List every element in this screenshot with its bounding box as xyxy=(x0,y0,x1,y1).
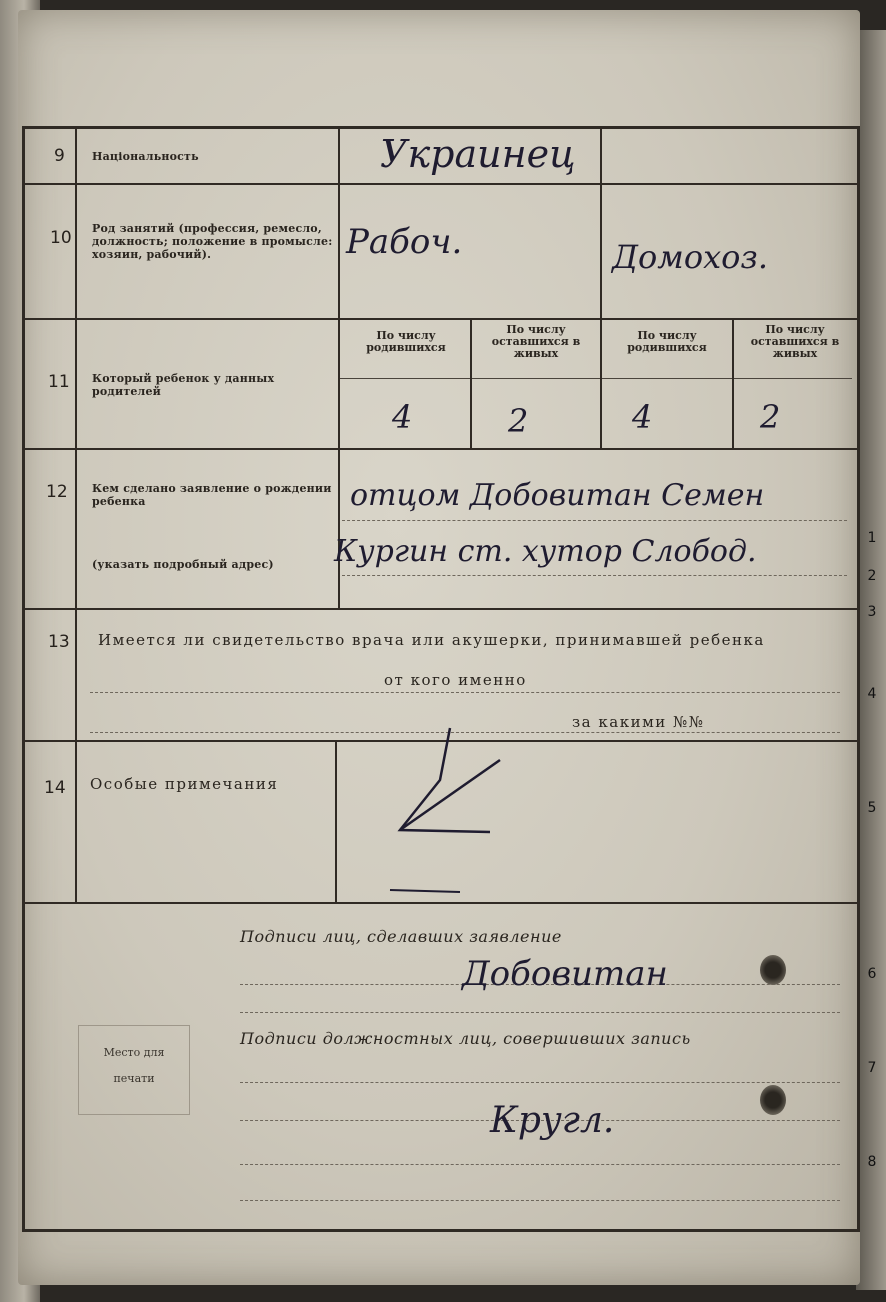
dotted-line xyxy=(240,1012,840,1013)
nationality-value: Украинец xyxy=(380,132,576,176)
officials-signature-caption: Подписи должностных лиц, совершивших запись xyxy=(240,1029,691,1048)
row-divider xyxy=(22,183,858,185)
next-page-number: 7 xyxy=(867,1060,877,1076)
father-alive-header: По числу оставшихся в живых xyxy=(491,323,581,360)
next-page-number: 4 xyxy=(867,686,877,702)
next-page-number: 1 xyxy=(867,530,877,546)
row-number-9: 9 xyxy=(54,146,65,166)
father-born-header: По числу родившихся xyxy=(366,329,446,354)
count-column-divider xyxy=(732,318,734,448)
binding-hole xyxy=(760,1085,786,1115)
dotted-line xyxy=(240,1082,840,1083)
dotted-line xyxy=(90,692,840,693)
row-number-11: 11 xyxy=(48,372,70,392)
declarants-signature-caption: Подписи лиц, сделавших заявление xyxy=(240,927,562,946)
mother-occupation-value: Домохоз. xyxy=(612,238,769,276)
count-column-divider xyxy=(470,318,472,448)
dotted-line xyxy=(342,575,847,576)
mother-alive-header: По числу оставшихся в живых xyxy=(750,323,840,360)
row-number-10: 10 xyxy=(50,228,72,248)
next-page-number: 8 xyxy=(867,1154,877,1170)
dotted-line xyxy=(342,520,847,521)
declarant-label: Кем сделано заявление о рождении ребенка xyxy=(92,482,332,508)
father-born-count: 4 xyxy=(392,398,413,436)
father-occupation-value: Рабоч. xyxy=(346,222,463,262)
next-page-number: 5 xyxy=(867,800,877,816)
stamp-label-line-1: Место для xyxy=(103,1046,165,1059)
binding-hole xyxy=(760,955,786,985)
child-order-label: Который ребенок у данных родителей xyxy=(92,372,275,398)
strike-mark xyxy=(380,720,520,900)
subheader-divider xyxy=(340,378,852,379)
notes-column-divider xyxy=(335,740,337,902)
next-page-number: 3 xyxy=(867,604,877,620)
stamp-placeholder-box xyxy=(78,1025,190,1115)
address-label: (указать подробный адрес) xyxy=(92,558,274,571)
parent-column-divider xyxy=(600,128,602,448)
occupation-label: Род занятий (профессия, ремесло, должность; положение в промысле: хозяин, рабочий). xyxy=(92,222,333,261)
declarant-signature: Добовитан xyxy=(462,954,668,994)
nationality-label: Національность xyxy=(92,150,199,163)
dotted-line xyxy=(240,1200,840,1201)
certificate-label: Имеется ли свидетельство врача или акушерки, принимавшей ребенка xyxy=(98,631,765,649)
certificate-from-label: от кого именно xyxy=(384,671,527,689)
official-signature: Кругл. xyxy=(490,1100,615,1141)
declarant-line-2: Кургин ст. хутор Слобод. xyxy=(334,534,757,569)
number-column-divider xyxy=(75,128,77,902)
special-notes-label: Особые примечания xyxy=(90,775,279,793)
mother-born-count: 4 xyxy=(632,398,653,436)
mother-born-header: По числу родившихся xyxy=(627,329,707,354)
adjacent-page-edge-right xyxy=(856,30,886,1290)
row-divider xyxy=(22,448,858,450)
father-alive-count: 2 xyxy=(508,402,529,440)
next-page-number: 2 xyxy=(867,568,877,584)
row-divider xyxy=(22,608,858,610)
mother-alive-count: 2 xyxy=(760,398,781,436)
row-number-14: 14 xyxy=(44,778,66,798)
next-page-number: 6 xyxy=(867,966,877,982)
certificate-number-label: за какими №№ xyxy=(572,713,705,731)
row-divider xyxy=(22,902,858,904)
stamp-label-line-2: печати xyxy=(113,1072,155,1085)
dotted-line xyxy=(240,1164,840,1165)
row-number-13: 13 xyxy=(48,632,70,652)
declarant-line-1: отцом Добовитан Семен xyxy=(350,478,765,513)
row-number-12: 12 xyxy=(46,482,68,502)
